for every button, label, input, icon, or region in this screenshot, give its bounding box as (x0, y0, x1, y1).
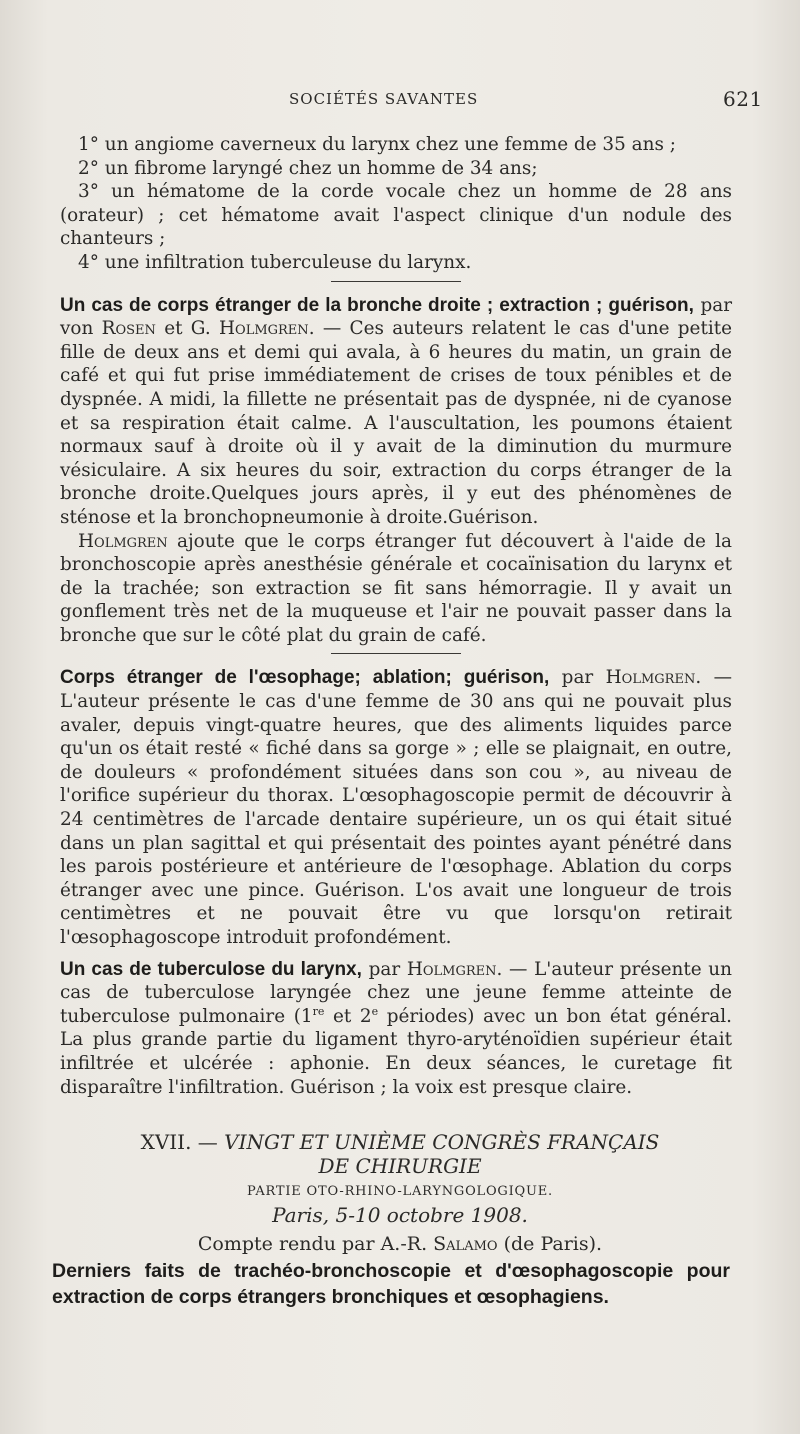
final-article-title: Derniers faits de trachéo-bronchoscopie et d'œsophagoscopie pour extraction de corps étrangers bronchiques et œsophagiens. (52, 1260, 730, 1308)
compte-author: Salamo (433, 1233, 498, 1255)
section-place-date: Paris, 5-10 octobre 1908. (272, 1203, 528, 1227)
article-1-paragraph (60, 294, 732, 530)
article-3-title: Un cas de tuberculose du larynx, (60, 958, 362, 980)
list-item-2: 2° un fibrome laryngé chez un homme de 34 ans; (78, 157, 538, 179)
article-2-paragraph (60, 666, 732, 949)
section-title-line-2: DE CHIRURGIE (318, 1154, 482, 1178)
article-2-by: par (561, 667, 594, 689)
article-3-sup-2: e (371, 1004, 379, 1018)
page-number: 621 (723, 87, 763, 111)
article-2-author: Holmgren (605, 667, 696, 689)
list-item-3: 3° un hématome de la corde vocale chez un homme de 28 ans (orateur) ; cet hématome avait l'aspect clinique d'un nodule des chanteurs ; (60, 181, 732, 250)
compte-prefix: Compte rendu par A.-R. (197, 1233, 428, 1255)
section-compte-rendu (60, 1233, 740, 1255)
article-3-by: par (368, 958, 401, 980)
article-2-text: . — L'auteur présente le cas d'une femme de 30 ans qui ne pouvait plus avaler, depuis vingt-quatre heures, que des aliments liquides parce qu'un os était resté « fiché dans sa gorge » ; elle se plaignait, en outre, de douleurs « profondément situées dans son cou », au niveau de l'orifice supérieur du thorax. L'œsophagoscopie permit de découvrir à 24 centimètres de l'arcade dentaire supérieure, un os qui était situé dans un plan sagittal et qui présentait des pointes ayant pénétré dans les parois postérieure et antérieure de l'œsophage. Ablation du corps étranger avec une pince. Guérison. L'os avait une longueur de trois centimètres et ne pouvait être vu que lorsqu'on retirait l'œsophagoscope introduit profondément. (60, 667, 732, 948)
article-1-title: Un cas de corps étranger de la bronche droite ; extraction ; guérison, (60, 294, 694, 316)
article-3-author: Holmgren (406, 958, 497, 980)
article-1-paragraph-2 (60, 530, 732, 648)
section-heading-block (60, 1130, 740, 1255)
list-item-4: 4° une infiltration tuberculeuse du larynx. (78, 251, 472, 273)
section-title (60, 1130, 740, 1178)
separator-rule (331, 281, 461, 282)
article-2-title: Corps étranger de l'œsophage; ablation; guérison, (60, 667, 550, 689)
article-3-text-c: périodes) avec un bon état général. La plus grande partie du ligament thyro-aryténoïdien supérieur était infiltrée et ulcérée : aphonie. En deux séances, le curetage fit disparaître l'infiltration. Guérison ; la voix est presque claire. (60, 1005, 732, 1098)
article-3-text-b: et 2 (324, 1005, 372, 1027)
article-1-para2-author: Holmgren (78, 530, 168, 552)
main-text (60, 133, 732, 1099)
article-1-text: . — Ces auteurs relatent le cas d'une petite fille de deux ans et demi qui avala, à 6 heures du matin, un grain de café et qui fut prise immédiatement de crises de toux pénibles et de dyspnée. A midi, la fillette ne présentait pas de dyspnée, ni de cyanose et sa respiration était calme. A l'auscultation, les poumons étaient normaux sauf à droite où il y avait de la diminution du murmure vésiculaire. A six heures du soir, extraction du corps étranger de la bronche droite.Quelques jours après, il y eut des phénomènes de sténose et la bronchopneumonie à droite.Guérison. (60, 318, 732, 528)
article-1-and: et G. (164, 318, 211, 340)
page-header (0, 87, 800, 114)
list-item-1: 1° un angiome caverneux du larynx chez une femme de 35 ans ; (78, 134, 676, 155)
separator-rule (331, 653, 461, 654)
running-title: SOCIÉTÉS SAVANTES (289, 90, 479, 108)
article-3-sup-1: re (312, 1004, 325, 1018)
article-1-by: par von (60, 294, 732, 340)
section-title-line-1: VINGT ET UNIÈME CONGRÈS FRANÇAIS (224, 1130, 660, 1154)
article-3-text-a: . — L'auteur présente un cas de tuberculose laryngée chez une jeune femme atteinte de tuberculose pulmonaire (1 (60, 958, 732, 1027)
article-1-para2-text: ajoute que le corps étranger fut découvert à l'aide de la bronchoscopie après anesthésie générale et cocaïnisation du larynx et de la trachée; son extraction se fit sans hémorragie. Il y avait un gonflement très net de la muqueuse et l'air ne pouvait passer dans la bronche que sur le côté plat du grain de café. (60, 530, 732, 646)
article-3-paragraph (60, 958, 732, 1100)
section-numeral: XVII. — (140, 1130, 218, 1154)
section-part: PARTIE OTO-RHINO-LARYNGOLOGIQUE. (246, 1184, 553, 1199)
article-1-author-2: Holmgren (219, 318, 309, 340)
article-1-author-1: Rosen (101, 318, 156, 340)
compte-suffix: (de Paris). (503, 1233, 603, 1255)
